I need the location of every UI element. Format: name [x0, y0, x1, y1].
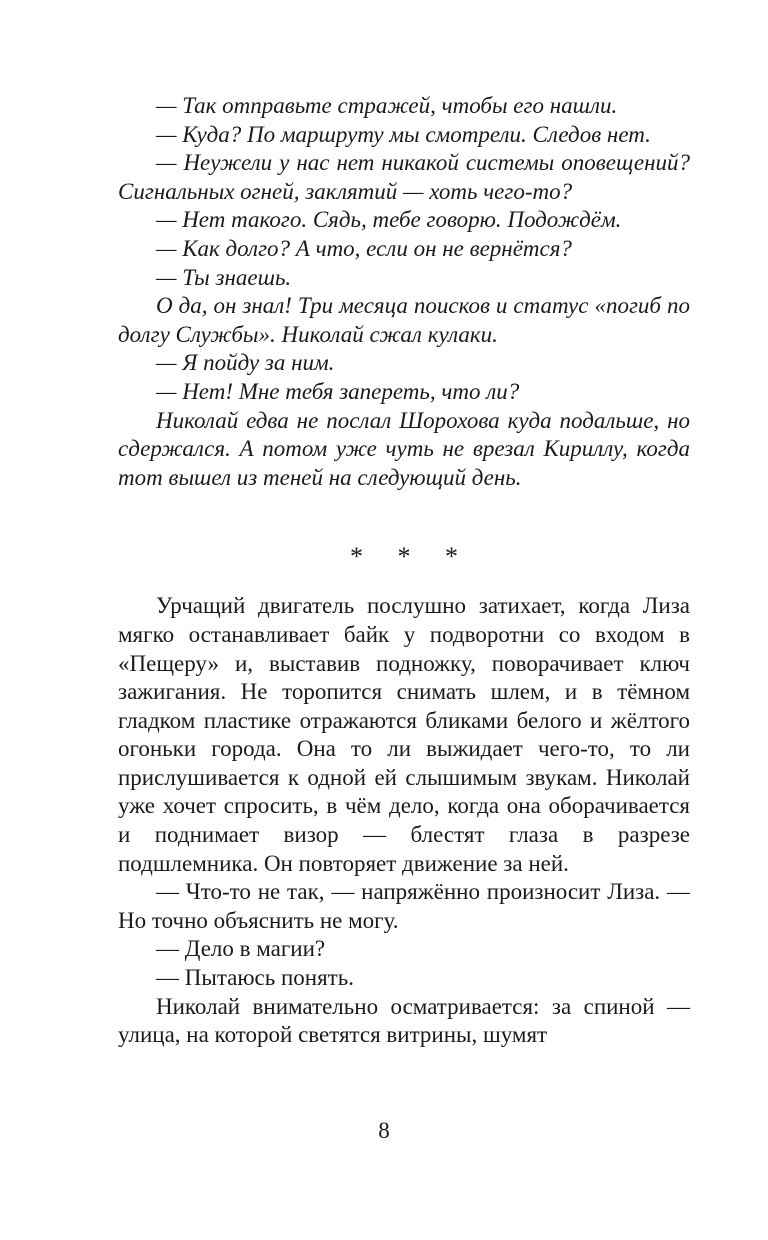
paragraph: — Куда? По маршруту мы смотрели. Следов нет.: [156, 121, 651, 147]
paragraph: — Пытаюсь понять.: [156, 965, 354, 991]
paragraph: — Неужели у нас нет никакой системы оповещений? Сигнальных огней, заклятий — хоть чего-то?: [118, 150, 690, 204]
paragraph: — Что-то не так, — напряжённо произносит Лиза. — Но точно объяснить не могу.: [118, 879, 690, 933]
paragraph: Урчащий двигатель послушно затихает, когда Лиза мягко останавливает байк у подворотни со входом в «Пещеру» и, выставив подножку, поворачивает ключ зажигания. Не торопится снимать шлем, и в тёмном гладком пластике отражаются бликами белого и жёлтого огоньки города. Она то ли выжидает чего-то, то ли прислушивается к одной ей слышимым звукам. Николай уже хочет спросить, в чём дело, когда она оборачивается и поднимает визор — блестят глаза в разрезе подшлемника. Он повторяет движение за ней.: [118, 593, 690, 876]
paragraph: — Я пойду за ним.: [156, 350, 335, 376]
section-separator: * * *: [350, 542, 472, 572]
paragraph: — Дело в магии?: [156, 936, 326, 962]
paragraph: Николай едва не послал Шорохова куда подальше, но сдержался. А потом уже чуть не врезал Кириллу, когда тот вышел из теней на следующий день.: [118, 407, 690, 490]
paragraph: — Нет! Мне тебя запереть, что ли?: [156, 378, 520, 404]
paragraph: О да, он знал! Три месяца поисков и статус «погиб по долгу Службы». Николай сжал кулаки.: [118, 293, 690, 347]
paragraph: — Так отправьте стражей, чтобы его нашли.: [156, 93, 618, 118]
paragraph: — Ты знаешь.: [156, 264, 292, 290]
paragraph: Николай внимательно осматривается: за спиной — улица, на которой светятся витрины, шумят: [118, 993, 690, 1048]
book-page: [118, 92, 690, 1050]
paragraph: — Нет такого. Сядь, тебе говорю. Подождём.: [156, 207, 622, 233]
page-number: 8: [378, 1118, 390, 1143]
paragraph: — Как долго? А что, если он не вернётся?: [156, 235, 572, 261]
main-text-section: [118, 592, 690, 1050]
italic-dialogue-section: [118, 92, 690, 492]
